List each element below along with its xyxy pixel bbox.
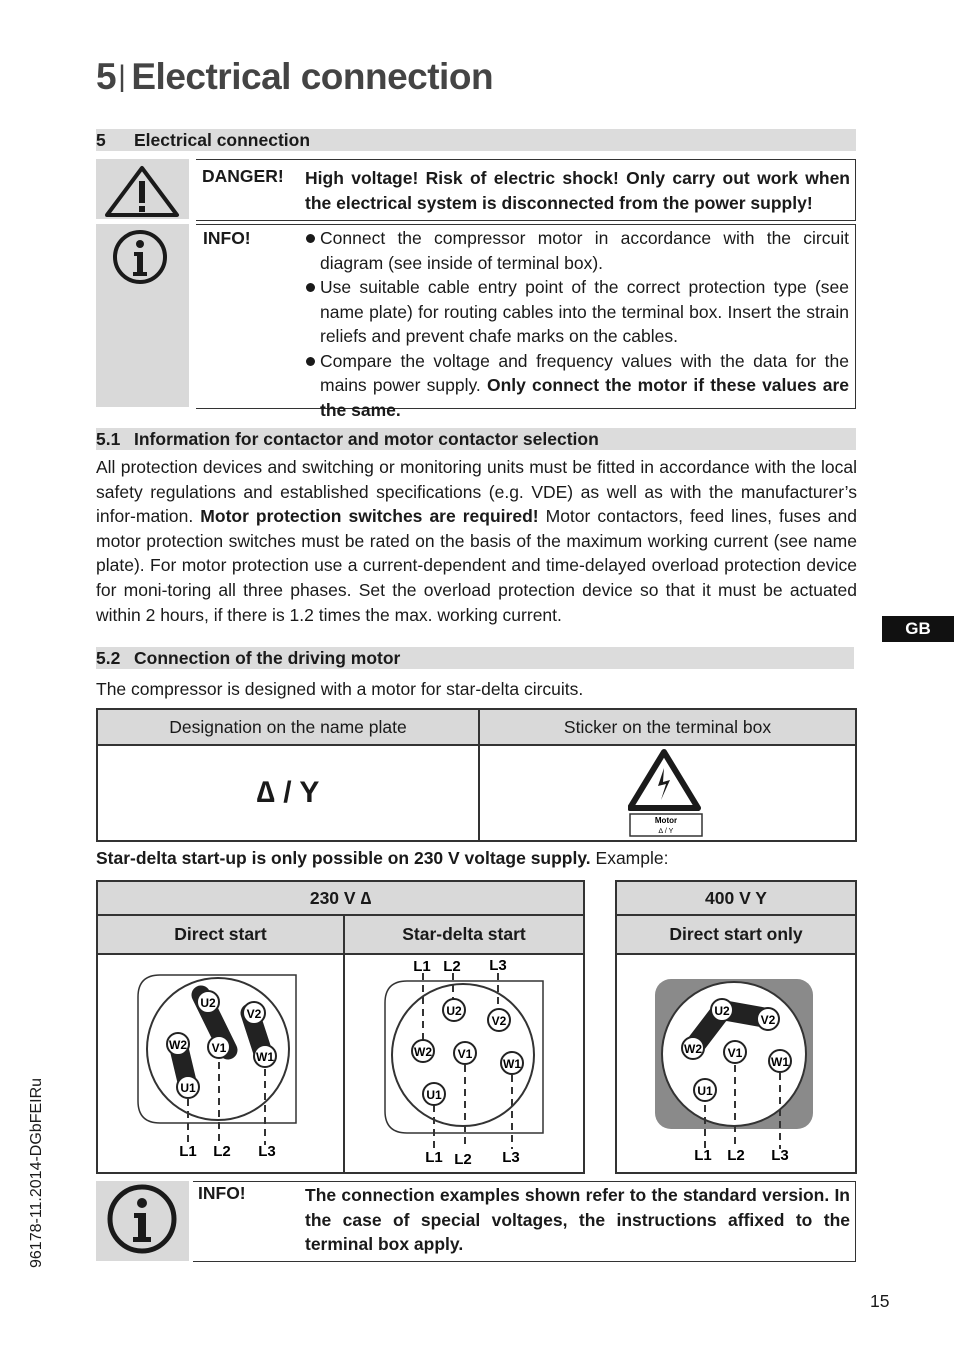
- header-direct-start: Direct start: [97, 915, 344, 954]
- line-l3: L3: [771, 1147, 789, 1164]
- star-delta-diagram: [341, 953, 584, 1166]
- line-l1: L1: [179, 1143, 197, 1160]
- header-400v: 400 V Y: [616, 881, 856, 915]
- info-label: INFO!: [203, 228, 251, 248]
- info-text-2: The connection examples shown refer to the standard version. In the case of special voltages, the instructions affixed to the terminal box apply.: [305, 1185, 850, 1254]
- language-tab-gb: GB: [882, 616, 954, 642]
- direct-start-only-diagram: [617, 953, 854, 1166]
- line-l2-top: L2: [443, 958, 461, 975]
- line-l1: L1: [694, 1147, 712, 1164]
- terminal-v1: V1: [211, 1041, 227, 1055]
- document-code: 96178-11.2014-DGbFEIRu: [28, 1077, 45, 1268]
- terminal-w2: W2: [169, 1038, 187, 1052]
- section-heading-5: 5 Electrical connection: [96, 129, 856, 151]
- terminal-u2: U2: [200, 996, 216, 1010]
- star-delta-note: Star-delta start-up is only possible on 230 V voltage supply. Example:: [96, 848, 669, 868]
- terminal-v1: V1: [457, 1047, 473, 1061]
- high-voltage-bolt-icon: [658, 768, 670, 800]
- terminal-u2: U2: [446, 1004, 462, 1018]
- line-l3: L3: [258, 1143, 276, 1160]
- terminal-u1: U1: [426, 1088, 442, 1102]
- designation-value: ∆ / Y: [97, 745, 479, 841]
- page-number: 15: [870, 1291, 890, 1311]
- terminal-v1: V1: [727, 1046, 743, 1060]
- warning-triangle-icon: [96, 159, 189, 219]
- terminal-u1: U1: [180, 1081, 196, 1095]
- danger-label: DANGER!: [202, 166, 284, 186]
- info-bullet-list: [305, 226, 849, 422]
- info-label-2: INFO!: [198, 1183, 246, 1203]
- info-icon: [96, 1181, 189, 1261]
- paragraph-5-2: The compressor is designed with a motor for star-delta circuits.: [96, 679, 584, 699]
- header-star-delta-start: Star-delta start: [344, 915, 584, 954]
- terminal-u2: U2: [714, 1004, 730, 1018]
- info-bullet-1: Connect the compressor motor in accordance with the circuit diagram (see inside of terminal box).: [305, 226, 849, 275]
- section-heading-5-1: 5.1 Information for contactor and motor contactor selection: [96, 428, 856, 450]
- section-heading-5-2: 5.2 Connection of the driving motor: [96, 647, 854, 669]
- line-l1-top: L1: [413, 958, 431, 975]
- danger-text: High voltage! Risk of electric shock! Only carry out work when the electrical system is disconnected from the power supply!: [305, 168, 850, 213]
- sticker-text-line2: ∆ / Y: [658, 828, 673, 835]
- sticker-header: Sticker on the terminal box: [479, 709, 856, 745]
- sticker-text-line1: Motor: [654, 816, 677, 825]
- terminal-w1: W1: [771, 1055, 789, 1069]
- info-icon-box-2: [96, 1181, 189, 1261]
- terminal-u1: U1: [697, 1084, 713, 1098]
- sticker-cell: [479, 745, 856, 841]
- terminal-w2: W2: [684, 1042, 702, 1056]
- terminal-v2: V2: [760, 1013, 776, 1027]
- line-l2: L2: [213, 1143, 231, 1160]
- line-l3-bottom: L3: [502, 1149, 520, 1166]
- info-bullet-3: Compare the voltage and frequency values with the data for the mains power supply. Only connect the motor if these values are the same.: [305, 349, 849, 423]
- designation-table: [96, 708, 857, 842]
- line-l2-bottom: L2: [454, 1151, 472, 1166]
- sticker-image: [628, 748, 708, 838]
- header-direct-start-only: Direct start only: [616, 915, 856, 954]
- designation-header: Designation on the name plate: [97, 709, 479, 745]
- terminal-w1: W1: [256, 1050, 274, 1064]
- terminal-w1: W1: [503, 1057, 521, 1071]
- line-l2: L2: [727, 1147, 745, 1164]
- header-230v: 230 V ∆: [97, 881, 584, 915]
- danger-icon-box: [96, 159, 189, 219]
- direct-start-diagram: [98, 953, 339, 1166]
- line-l3-top: L3: [489, 957, 507, 974]
- line-l1-bottom: L1: [425, 1149, 443, 1166]
- paragraph-5-1: All protection devices and switching or monitoring units must be fitted in accordance with the local safety regulations and established specifications (e.g. VDE) as well as with the manufacturer’s infor-mation. Motor protection switches are required! Motor contactors, feed lines, fuses and motor protection switches must be rated on the basis of the maximum working current (see name plate). For motor protection use a current-dependent and time-delayed overload protection device for moni-toring all three phases. Set the overload protection device so that it must be actuated within 2 hours, if there is 1.2 times the max. working current.: [96, 457, 858, 625]
- chapter-title: 5| Electrical connection: [96, 56, 494, 97]
- terminal-w2: W2: [414, 1045, 432, 1059]
- info-icon: [96, 224, 189, 304]
- terminal-v2: V2: [491, 1014, 507, 1028]
- terminal-v2: V2: [246, 1007, 262, 1021]
- info-icon-box: [96, 224, 189, 407]
- info-bullet-2: Use suitable cable entry point of the correct protection type (see name plate) for routing cables into the terminal box. Insert the strain reliefs and prevent chafe marks on the cables.: [305, 275, 849, 349]
